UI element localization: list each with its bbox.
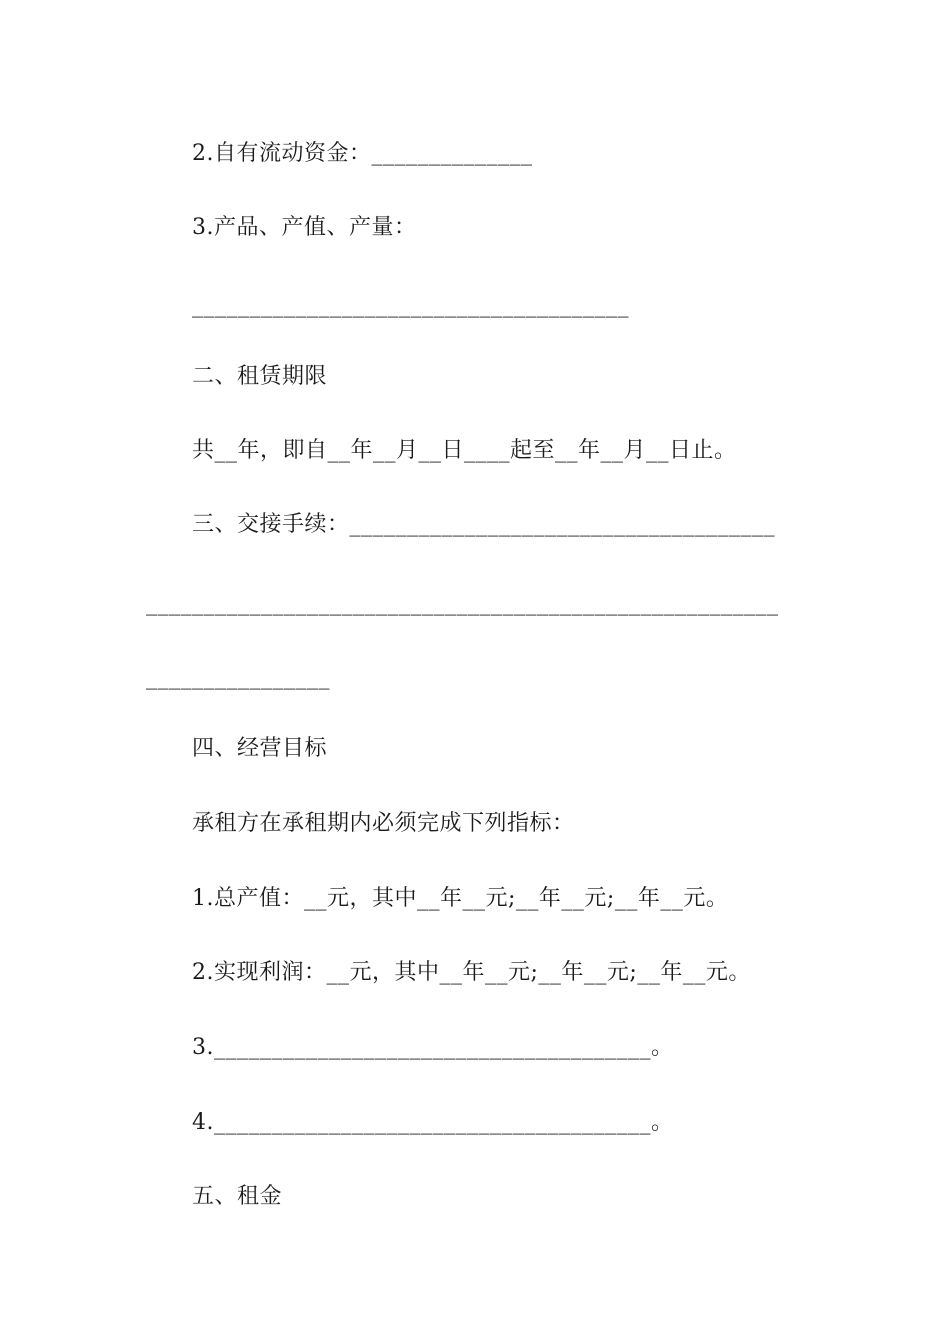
blank-line: ________________ xyxy=(146,665,330,690)
goal-profit: 2.实现利润：__元，其中__年__元;__年__元;__年__元。 xyxy=(192,960,751,985)
business-goals-intro: 承租方在承租期内必须完成下列指标： xyxy=(192,811,575,836)
goal-total-output: 1.总产值：__元，其中__年__元;__年__元;__年__元。 xyxy=(192,886,729,911)
blank-line: _______________________________________________________ xyxy=(146,591,779,616)
lease-term-text: 共__年，即自__年__月__日____起至__年__月__日止。 xyxy=(192,438,737,463)
section-heading-lease-term: 二、租赁期限 xyxy=(192,364,328,389)
section-heading-rent: 五、租金 xyxy=(192,1184,283,1209)
goal-item-4: 4.______________________________________。 xyxy=(192,1110,674,1135)
section-heading-handover: 三、交接手续：_____________________________________ xyxy=(192,512,776,537)
section-heading-business-goals: 四、经营目标 xyxy=(192,736,328,761)
blank-line: ______________________________________ xyxy=(192,293,629,318)
item-products-output: 3.产品、产值、产量： xyxy=(192,215,417,240)
item-working-capital: 2.自有流动资金：______________ xyxy=(192,141,533,166)
goal-item-3: 3.______________________________________。 xyxy=(192,1035,674,1060)
